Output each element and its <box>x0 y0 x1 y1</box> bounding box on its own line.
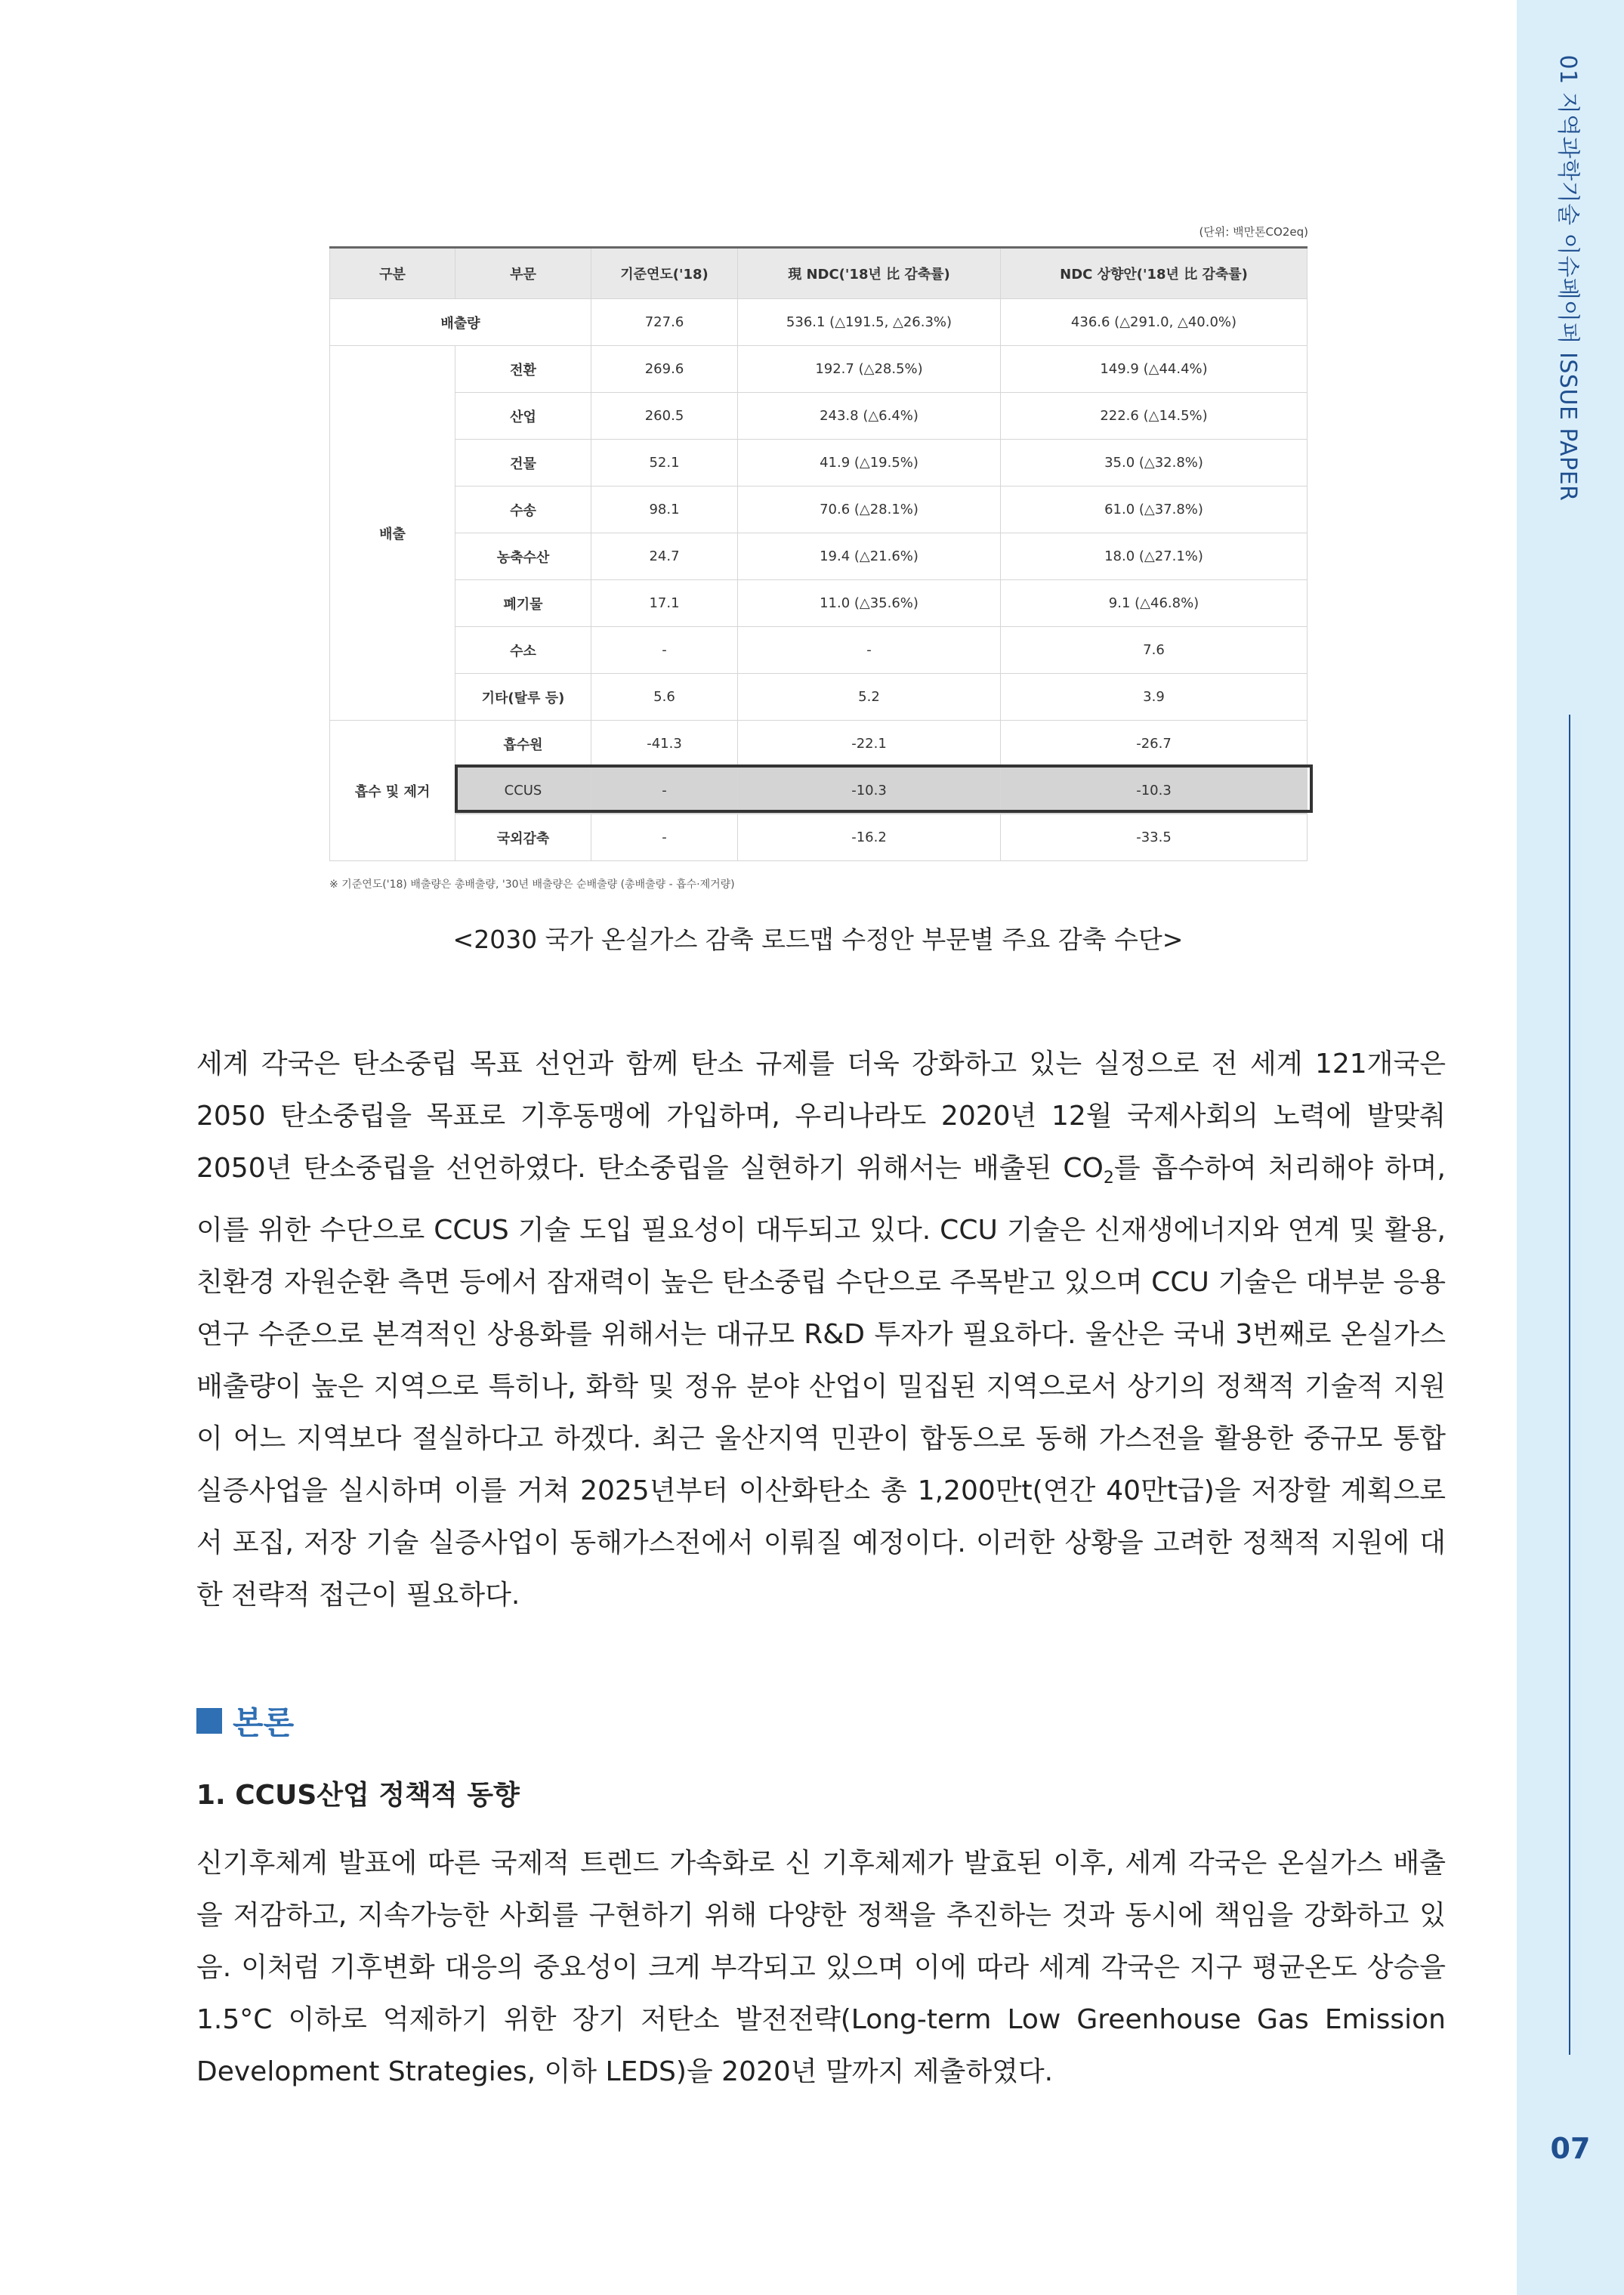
body-paragraph-2: 신기후체계 발표에 따른 국제적 트렌드 가속화로 신 기후체제가 발효된 이후, 세계 각국은 온실가스 배출을 저감하고, 지속가능한 사회를 구현하기 위해 다양한 정책을 추진하는 것과 동시에 책임을 강화하고 있음. 이처럼 기후변화 대응의 중요성이 크게 부각되고 있으며 이에 따라 세계 각국은 지구 평균온도 상승을 1.5°C 이하로 억제하기 위한 장기 저탄소 발전전략(Long-term Low Greenhouse Gas Emission Development Strategies, 이하 LEDS)을 2020년 말까지 제출하였다. <box>196 1848 1446 2087</box>
table-cell: 192.7 (△28.5%) <box>738 346 1001 393</box>
table-cell: 149.9 (△44.4%) <box>1001 346 1308 393</box>
table-cell: 436.6 (△291.0, △40.0%) <box>1001 299 1308 346</box>
table-cell: - <box>591 768 738 814</box>
page-number: 07 <box>1550 2132 1591 2165</box>
table-row <box>330 440 1308 486</box>
table-cell: 24.7 <box>591 533 738 580</box>
total-label: 배출량 <box>330 299 591 346</box>
table-cell: 727.6 <box>591 299 738 346</box>
section-heading <box>196 1698 294 1744</box>
sector-cell: 기타(탈루 등) <box>455 674 591 721</box>
group-emission: 배출 <box>330 346 455 721</box>
table-cell: 41.9 (△19.5%) <box>738 440 1001 486</box>
table-cell: 11.0 (△35.6%) <box>738 580 1001 627</box>
header-cell: 기준연도('18) <box>591 248 738 299</box>
table-note: ※ 기준연도('18) 배출량은 총배출량, '30년 배출량은 순배출량 (총배출량 - 흡수·제거량) <box>329 879 735 891</box>
table-row <box>330 580 1308 627</box>
table-row-highlighted <box>330 768 1308 814</box>
table-cell: 222.6 (△14.5%) <box>1001 393 1308 440</box>
table-cell: 5.6 <box>591 674 738 721</box>
table-cell: 98.1 <box>591 486 738 533</box>
table-cell: 19.4 (△21.6%) <box>738 533 1001 580</box>
table-row <box>330 346 1308 393</box>
side-divider <box>1569 715 1570 2055</box>
header-cell: 부문 <box>455 248 591 299</box>
table-cell: 61.0 (△37.8%) <box>1001 486 1308 533</box>
header-cell: NDC 상향안('18년 比 감축률) <box>1001 248 1308 299</box>
header-cell: 구분 <box>330 248 455 299</box>
series-label: 01 지역과학기술 이슈페이퍼 ISSUE PAPER <box>1555 54 1581 502</box>
sector-cell: 수소 <box>455 627 591 674</box>
table-cell: 17.1 <box>591 580 738 627</box>
header-cell: 現 NDC('18년 比 감축률) <box>738 248 1001 299</box>
table-cell: -41.3 <box>591 721 738 768</box>
subscript: 2 <box>1103 1169 1114 1188</box>
body-paragraph-1 <box>196 1038 1446 1621</box>
sector-cell: 농축수산 <box>455 533 591 580</box>
square-bullet-icon <box>196 1708 222 1734</box>
table-cell: 35.0 (△32.8%) <box>1001 440 1308 486</box>
table-row <box>330 299 1308 346</box>
emissions-table <box>329 246 1308 861</box>
table-cell: - <box>591 627 738 674</box>
table-cell: 7.6 <box>1001 627 1308 674</box>
table-row <box>330 814 1308 861</box>
table-cell: 52.1 <box>591 440 738 486</box>
table-cell: 5.2 <box>738 674 1001 721</box>
table-cell: -33.5 <box>1001 814 1308 861</box>
sector-cell: 건물 <box>455 440 591 486</box>
table-cell: 536.1 (△191.5, △26.3%) <box>738 299 1001 346</box>
table-row <box>330 486 1308 533</box>
table-cell: 9.1 (△46.8%) <box>1001 580 1308 627</box>
table-cell: -10.3 <box>1001 768 1308 814</box>
sector-cell: 산업 <box>455 393 591 440</box>
sector-cell: 수송 <box>455 486 591 533</box>
table-cell: 243.8 (△6.4%) <box>738 393 1001 440</box>
table-row <box>330 674 1308 721</box>
sector-cell: 폐기물 <box>455 580 591 627</box>
sector-cell: 국외감축 <box>455 814 591 861</box>
subsection-heading: 1. CCUS산업 정책적 동향 <box>196 1780 520 1811</box>
paragraph-text: 를 흡수하여 처리해야 하며, 이를 위한 수단으로 CCUS 기술 도입 필요성이 대두되고 있다. CCU 기술은 신재생에너지와 연계 및 활용, 친환경 자원순환 측면 등에서 잠재력이 높은 탄소중립 수단으로 주목받고 있으며 CCU 기술은 대부분 응용연구 수준으로 본격적인 상용화를 위해서는 대규모 R&D 투자가 필요하다. 울산은 국내 3번째로 온실가스 배출량이 높은 지역으로 특히나, 화학 및 정유 분야 산업이 밀집된 지역으로서 상기의 정책적 기술적 지원이 어느 지역보다 절실하다고 하겠다. 최근 울산지역 민관이 합동으로 동해 가스전을 활용한 중규모 통합 실증사업을 실시하며 이를 거쳐 2025년부터 이산화탄소 총 1,200만t(연간 40만t급)을 저장할 계획으로서 포집, 저장 기술 실증사업이 동해가스전에서 이뤄질 예정이다. 이러한 상황을 고려한 정책적 지원에 대한 전략적 접근이 필요하다. <box>196 1153 1446 1611</box>
table-cell: 260.5 <box>591 393 738 440</box>
table-unit: (단위: 백만톤CO2eq) <box>1199 225 1308 239</box>
section-title: 본론 <box>233 1704 295 1741</box>
table-cell: 18.0 (△27.1%) <box>1001 533 1308 580</box>
table-cell: -22.1 <box>738 721 1001 768</box>
table-cell: 3.9 <box>1001 674 1308 721</box>
sector-cell: 흡수원 <box>455 721 591 768</box>
paragraph-text: 세계 각국은 탄소중립 목표 선언과 함께 탄소 규제를 더욱 강화하고 있는 실정으로 전 세계 121개국은 2050 탄소중립을 목표로 기후동맹에 가입하며, 우리나라도 2020년 12월 국제사회의 노력에 발맞춰 2050년 탄소중립을 선언하였다. 탄소중립을 실현하기 위해서는 배출된 CO <box>196 1049 1446 1184</box>
table-cell: -16.2 <box>738 814 1001 861</box>
table-cell: - <box>591 814 738 861</box>
table-cell: 70.6 (△28.1%) <box>738 486 1001 533</box>
sector-cell: 전환 <box>455 346 591 393</box>
group-absorb: 흡수 및 제거 <box>330 721 455 861</box>
table-row <box>330 721 1308 768</box>
table-row <box>330 627 1308 674</box>
table-caption: <2030 국가 온실가스 감축 로드맵 수정안 부문별 주요 감축 수단> <box>452 925 1184 954</box>
sector-cell: CCUS <box>455 768 591 814</box>
table-cell: 269.6 <box>591 346 738 393</box>
table-cell: -10.3 <box>738 768 1001 814</box>
table-row <box>330 393 1308 440</box>
table-cell: -26.7 <box>1001 721 1308 768</box>
table-header-row <box>330 248 1308 299</box>
table-cell: - <box>738 627 1001 674</box>
table-row <box>330 533 1308 580</box>
